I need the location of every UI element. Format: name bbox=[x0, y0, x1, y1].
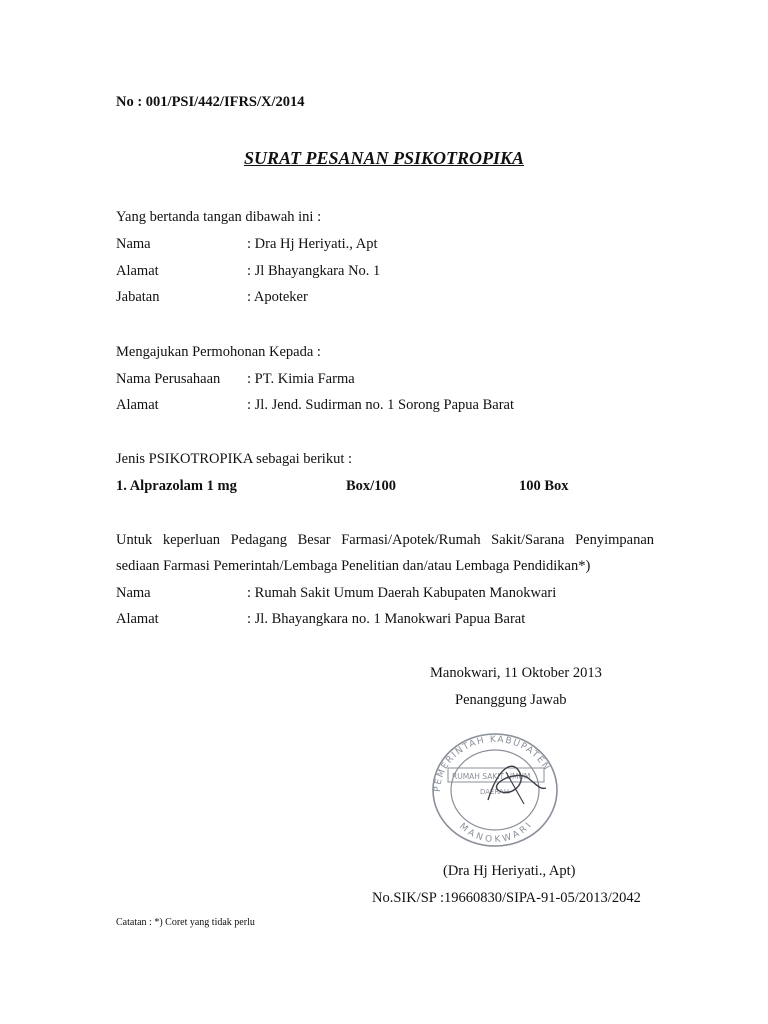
item-unit: Box/100 bbox=[346, 478, 396, 494]
signer-name-value: : Dra Hj Heriyati., Apt bbox=[247, 236, 378, 252]
recipient-address-value: : Jl. Bhayangkara no. 1 Manokwari Papua Barat bbox=[247, 611, 526, 627]
stamp-inner-text: RUMAH SAKIT UMUM bbox=[452, 772, 531, 781]
purpose-line-2: sediaan Farmasi Pemerintah/Lembaga Penelitian dan/atau Lembaga Pendidikan*) bbox=[116, 558, 591, 574]
signer-name-label: Nama bbox=[116, 236, 151, 252]
signer-position-value: : Apoteker bbox=[247, 289, 308, 305]
license-number: No.SIK/SP :19660830/SIPA-91-05/2013/2042 bbox=[372, 890, 641, 906]
item-quantity: 100 Box bbox=[519, 478, 569, 494]
intro-text: Yang bertanda tangan dibawah ini : bbox=[116, 209, 322, 225]
stamp-bottom-text: MANOKWARI bbox=[457, 819, 536, 846]
signer-address-label: Alamat bbox=[116, 263, 159, 279]
signer-position-label: Jabatan bbox=[116, 289, 160, 305]
item-name: 1. Alprazolam 1 mg bbox=[116, 478, 237, 494]
signer-address-value: : Jl Bhayangkara No. 1 bbox=[247, 263, 381, 279]
stamp-seal-icon bbox=[428, 728, 562, 850]
letter-title: SURAT PESANAN PSIKOTROPIKA bbox=[243, 148, 525, 168]
items-intro: Jenis PSIKOTROPIKA sebagai berikut : bbox=[116, 451, 353, 467]
company-address-value: : Jl. Jend. Sudirman no. 1 Sorong Papua Barat bbox=[247, 397, 515, 413]
request-intro: Mengajukan Permohonan Kepada : bbox=[116, 344, 321, 360]
recipient-name-label: Nama bbox=[116, 585, 151, 601]
stamp-outer-text: PEMERINTAH KABUPATEN bbox=[432, 734, 552, 793]
place-date: Manokwari, 11 Oktober 2013 bbox=[430, 665, 602, 681]
signer-full-name: (Dra Hj Heriyati., Apt) bbox=[443, 863, 576, 879]
company-name-value: : PT. Kimia Farma bbox=[247, 371, 355, 387]
purpose-line-1: Untuk keperluan Pedagang Besar Farmasi/Apotek/Rumah Sakit/Sarana Penyimpanan bbox=[116, 532, 654, 548]
svg-text:PEMERINTAH KABUPATEN bbox=[433, 735, 552, 792]
company-name-label: Nama Perusahaan bbox=[116, 371, 221, 387]
stamp-inner-text-2: DAERAH bbox=[480, 788, 510, 796]
recipient-name-value: : Rumah Sakit Umum Daerah Kabupaten Manokwari bbox=[247, 585, 557, 601]
official-stamp bbox=[428, 728, 562, 850]
recipient-address-label: Alamat bbox=[116, 611, 159, 627]
company-address-label: Alamat bbox=[116, 397, 159, 413]
footnote: Catatan : *) Coret yang tidak perlu bbox=[116, 917, 255, 928]
letter-number: No : 001/PSI/442/IFRS/X/2014 bbox=[116, 94, 305, 110]
responsible-title: Penanggung Jawab bbox=[455, 692, 567, 708]
